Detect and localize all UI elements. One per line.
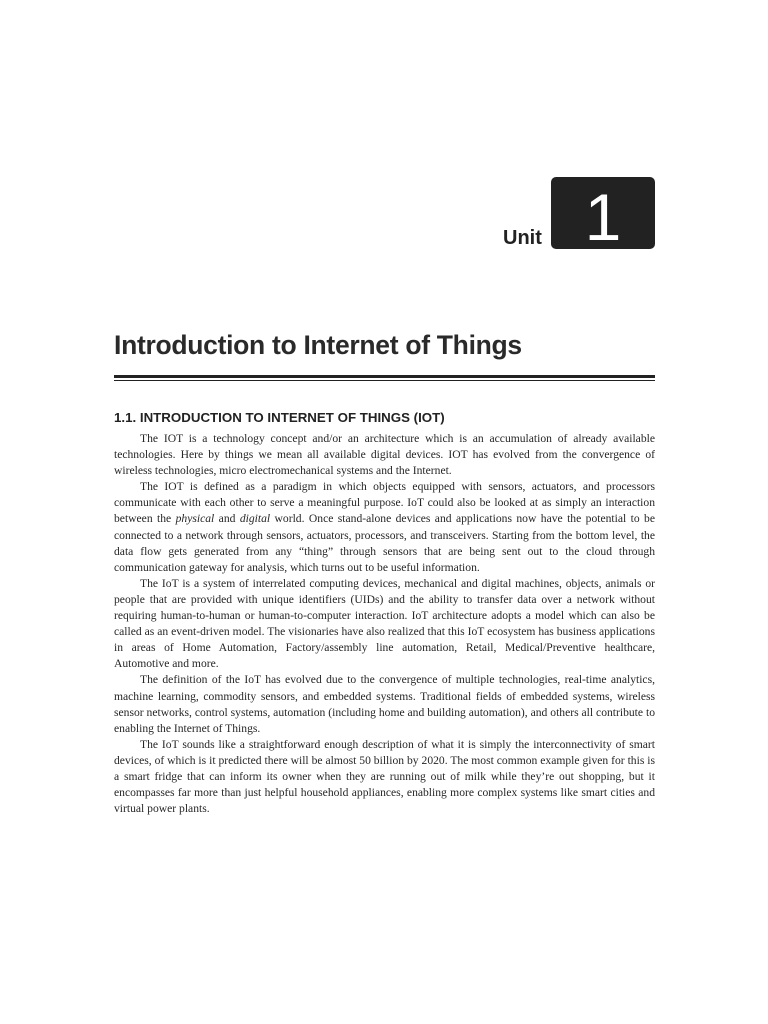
- paragraph-3: The IoT is a system of interrelated computing devices, mechanical and digital machines, objects, animals or people that are provided with unique identifiers (UIDs) and the ability to transfer data over a network without requiring human-to-human or human-to-computer interaction. IoT architecture adopts a model which can also be called as an event-driven model. The visionaries have also realized that this IoT ecosystem has business applications in areas of Home Automation, Factory/assembly line automation, Retail, Medical/Preventive healthcare, Automotive and more.: [114, 576, 655, 671]
- paragraph-2-part-e: world. Once stand-alone devices and applications now have the potential to be connected to a network through sensors, actuators, processors, and transceivers. Starting from the bottom level, the data flow gets generated from any “thing” through sensors that are being sent out to the cloud through communication gateway for analysis, which turns out to be useful information.: [114, 512, 655, 574]
- title-rule-thick: [114, 375, 655, 378]
- unit-label: Unit: [503, 227, 542, 249]
- unit-number-box: 1: [551, 177, 655, 249]
- section-heading: 1.1. INTRODUCTION TO INTERNET OF THINGS (IOT): [114, 410, 445, 425]
- chapter-title: Introduction to Internet of Things: [114, 330, 522, 360]
- paragraph-2: [114, 479, 655, 576]
- paragraph-2-part-c: and: [214, 512, 240, 526]
- paragraph-5: The IoT sounds like a straightforward enough description of what it is simply the interconnectivity of smart devices, of which is it predicted there will be almost 50 billion by 2020. The most common example given for this is a smart fridge that can inform its owner when they are running out of milk while they’re out shopping, but it encompasses far more than just helpful household appliances, enabling more complex systems like smart cities and virtual power plants.: [114, 737, 655, 816]
- paragraph-1: The IOT is a technology concept and/or an architecture which is an accumulation of already available technologies. Here by things we mean all available digital devices. IOT has evolved from the convergence of wireless technologies, micro electromechanical systems and the Internet.: [114, 432, 655, 478]
- title-rule-thin: [114, 380, 655, 381]
- paragraph-2-part-a: The IOT is defined as a paradigm in which objects equipped with sensors, actuators, and processors communicate with each other to serve a meaningful purpose. IoT could also be looked at as simply an interaction between the: [114, 480, 655, 526]
- paragraph-2-physical: physical: [175, 512, 215, 526]
- unit-marker: [503, 177, 655, 254]
- paragraph-2-digital: digital: [239, 512, 271, 526]
- paragraph-4: The definition of the IoT has evolved due to the convergence of multiple technologies, real-time analytics, machine learning, commodity sensors, and embedded systems. Traditional fields of embedded systems, wireless sensor networks, control systems, automation (including home and building automation), and others all contribute to enabling the Internet of Things.: [114, 673, 655, 735]
- body-text: [114, 431, 655, 817]
